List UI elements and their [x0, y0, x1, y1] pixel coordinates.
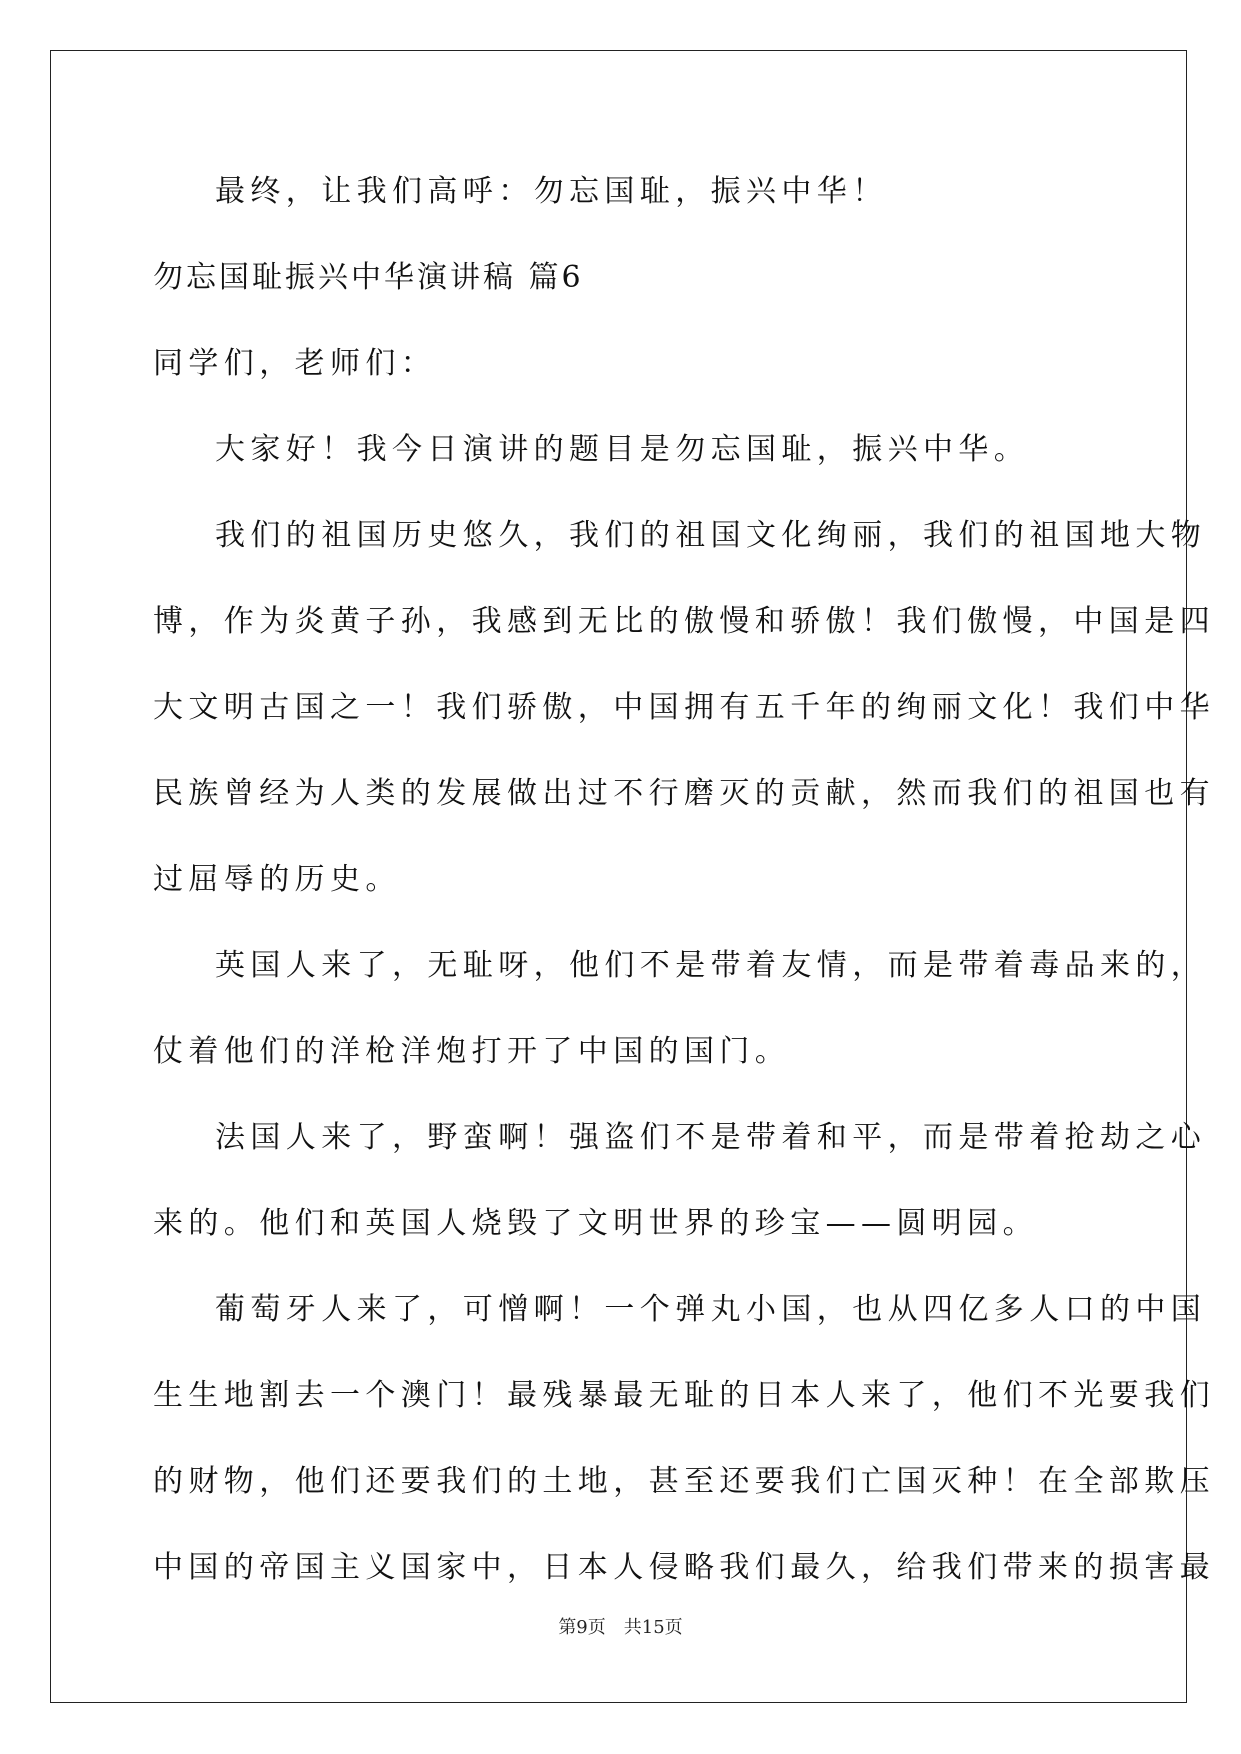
- paragraph-line: 来的。他们和英国人烧毁了文明世界的珍宝——圆明园。: [153, 1206, 1038, 1241]
- paragraph-line: 我们的祖国历史悠久，我们的祖国文化绚丽，我们的祖国地大物: [215, 518, 1207, 553]
- paragraph-line: 中国的帝国主义国家中，日本人侵略我们最久，给我们带来的损害最: [153, 1550, 1215, 1585]
- paragraph-line: 仗着他们的洋枪洋炮打开了中国的国门。: [153, 1034, 791, 1069]
- paragraph-line: 大文明古国之一！我们骄傲，中国拥有五千年的绚丽文化！我们中华: [153, 690, 1215, 725]
- page-number: 第9页: [558, 1617, 606, 1638]
- paragraph-line: 法国人来了，野蛮啊！强盗们不是带着和平，而是带着抢劫之心: [215, 1120, 1207, 1155]
- closing-line: 最终，让我们高呼：勿忘国耻，振兴中华！: [215, 174, 888, 209]
- paragraph-line: 博，作为炎黄子孙，我感到无比的傲慢和骄傲！我们傲慢，中国是四: [153, 604, 1215, 639]
- salutation: 同学们，老师们：: [153, 346, 437, 381]
- paragraph-line: 的财物，他们还要我们的土地，甚至还要我们亡国灭种！在全部欺压: [153, 1464, 1215, 1499]
- paragraph-line: 过屈辱的历史。: [153, 862, 401, 897]
- paragraph-line: 葡萄牙人来了，可憎啊！一个弹丸小国，也从四亿多人口的中国: [215, 1292, 1207, 1327]
- page-footer: [0, 1617, 1241, 1639]
- paragraph-line: 民族曾经为人类的发展做出过不行磨灭的贡献，然而我们的祖国也有: [153, 776, 1215, 811]
- paragraph-line: 生生地割去一个澳门！最残暴最无耻的日本人来了，他们不光要我们: [153, 1378, 1215, 1413]
- paragraph-line: 英国人来了，无耻呀，他们不是带着友情，而是带着毒品来的，: [215, 948, 1207, 983]
- section-heading: 勿忘国耻振兴中华演讲稿 篇6: [153, 260, 584, 295]
- page-total: 共15页: [623, 1617, 683, 1638]
- paragraph-line: 大家好！我今日演讲的题目是勿忘国耻，振兴中华。: [215, 432, 1030, 467]
